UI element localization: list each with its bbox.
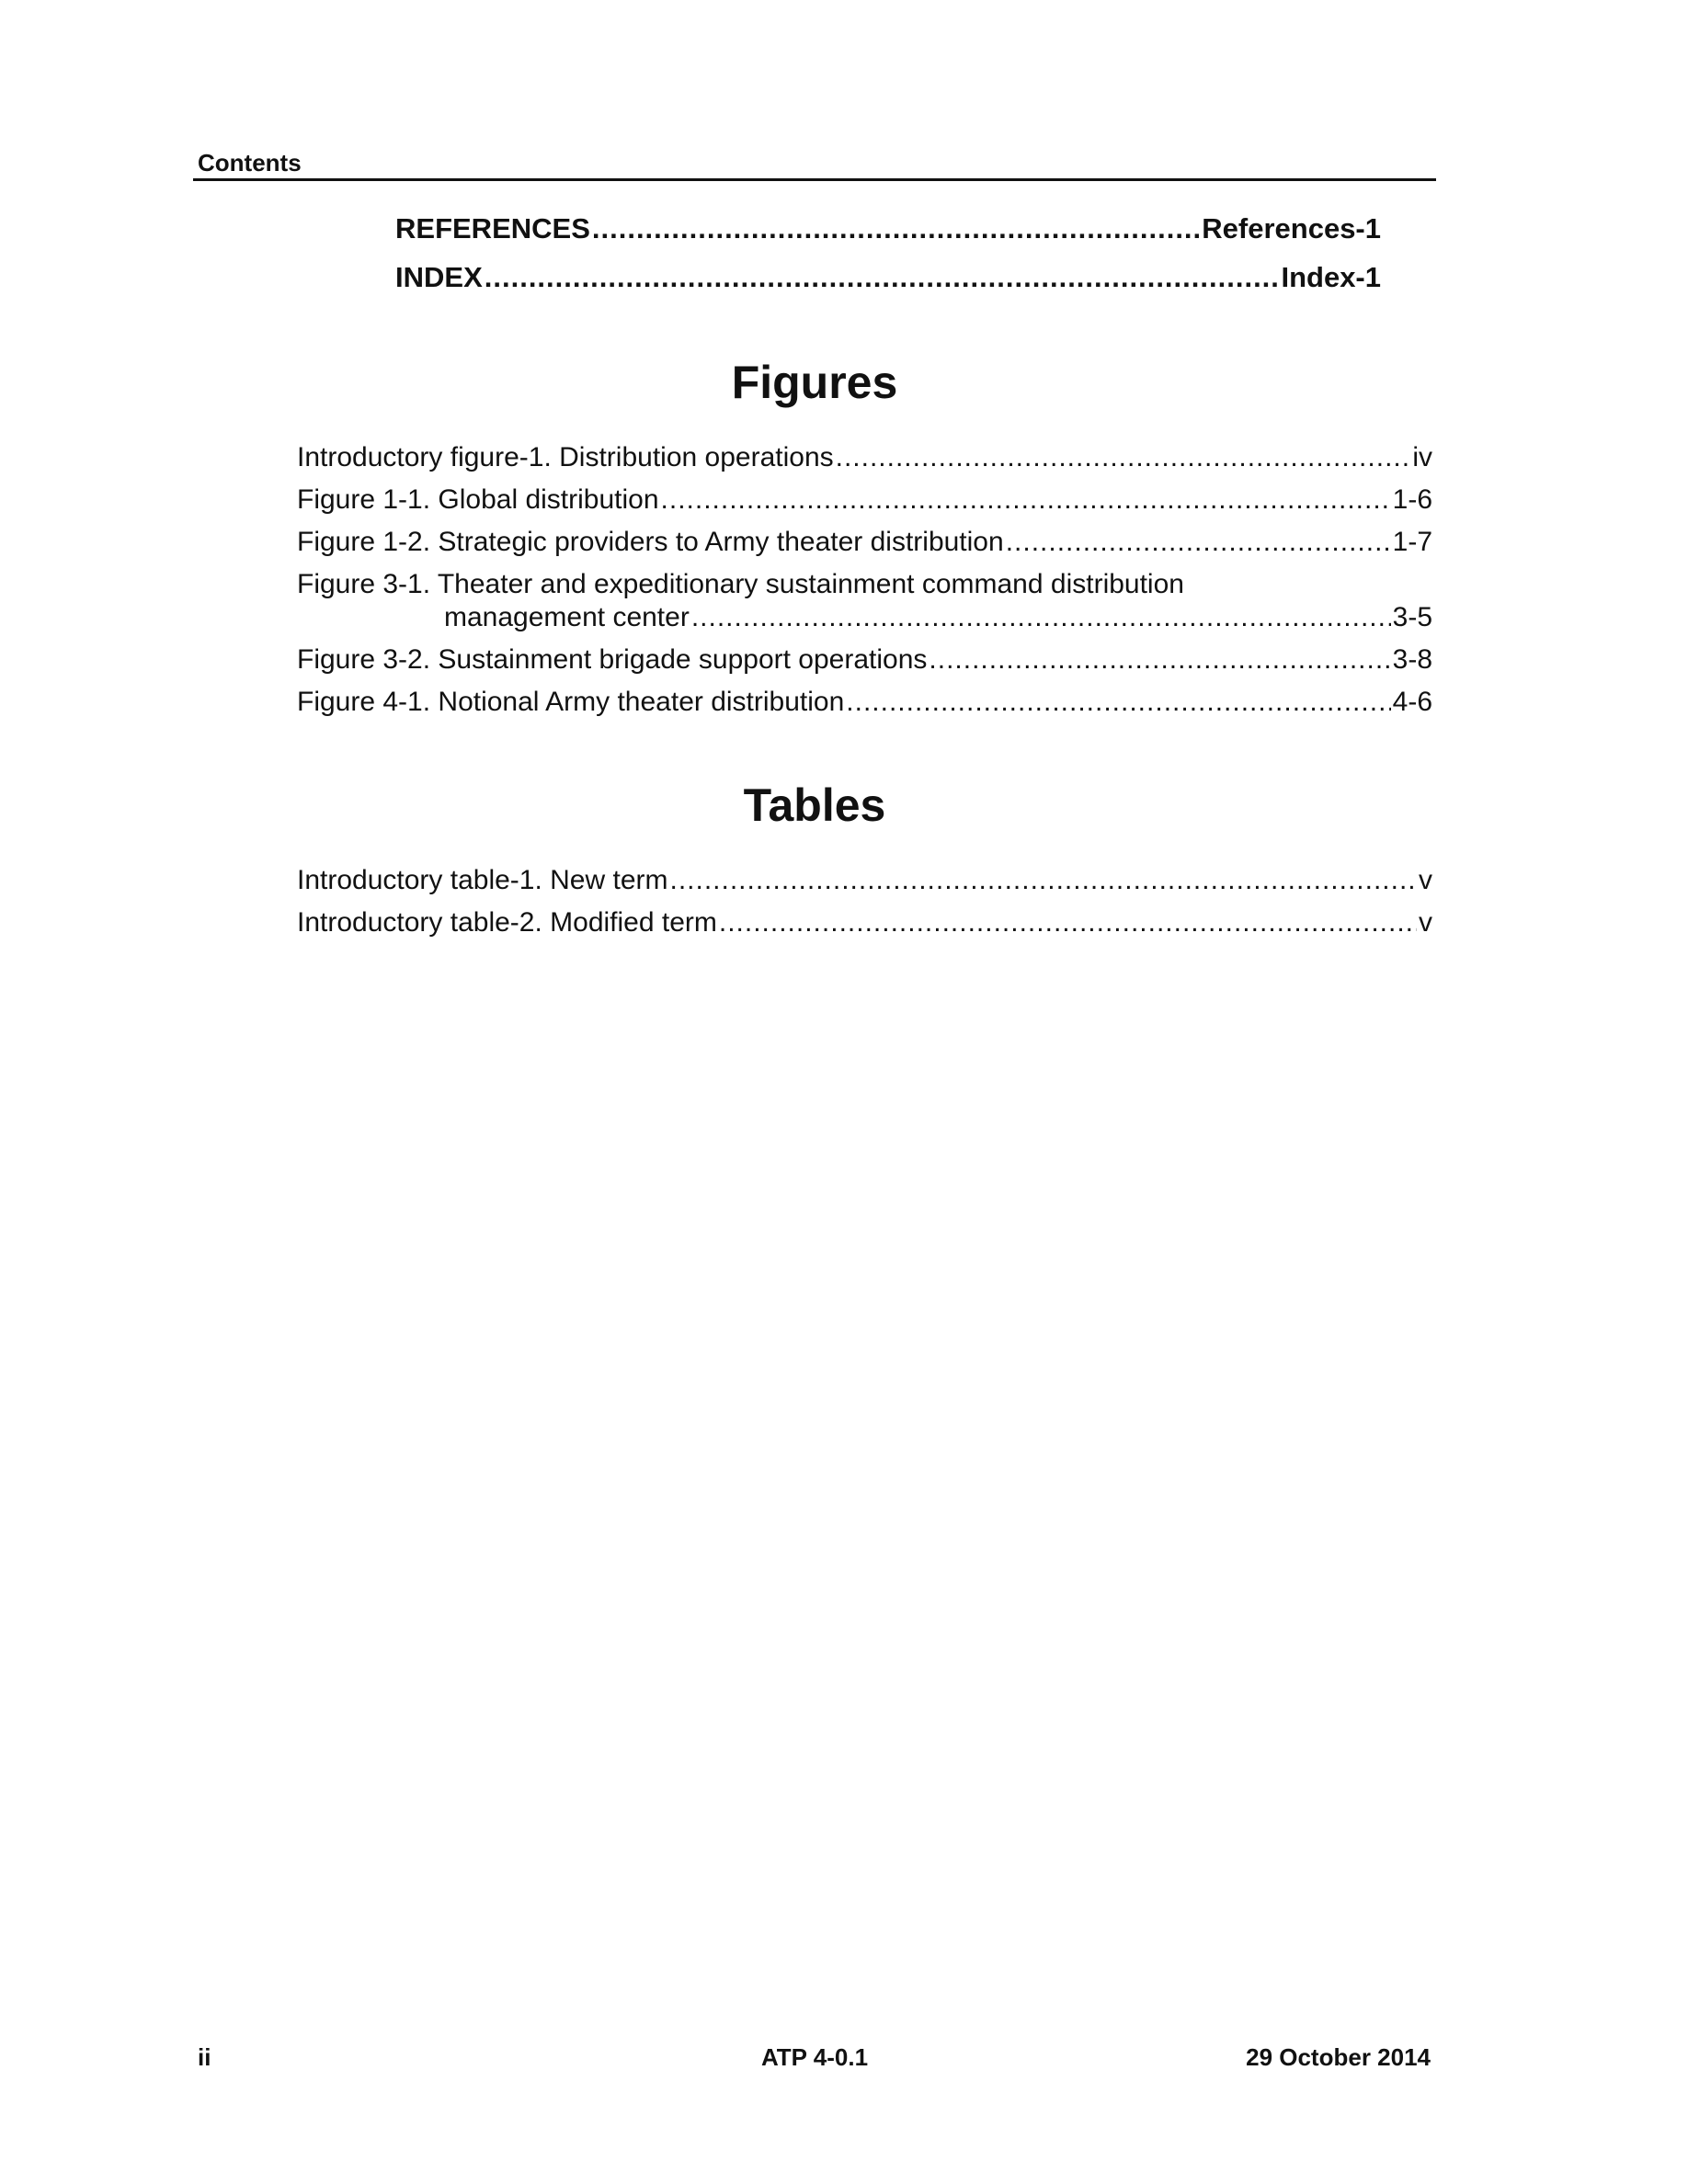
table-entry-page: v — [1419, 907, 1432, 938]
figure-entry[interactable] — [297, 483, 1432, 517]
table-entry-label: Introductory table-1. New term — [297, 865, 668, 895]
figure-entry-label: Figure 1-2. Strategic providers to Army theater distribution — [297, 527, 1004, 557]
running-head: Contents — [198, 149, 302, 176]
figures-heading: Figures — [731, 357, 898, 408]
figure-entry-label: Figure 3-1. Theater and expeditionary sustainment command distribution — [297, 569, 1184, 599]
header-rule — [193, 178, 1436, 181]
dot-leader — [846, 686, 1390, 719]
toc-entry-references[interactable] — [395, 210, 1381, 247]
dot-leader — [1006, 526, 1391, 559]
toc-entry-page: References-1 — [1202, 212, 1381, 245]
figure-entry[interactable] — [297, 568, 1432, 634]
figure-entry[interactable] — [297, 441, 1432, 474]
footer-publication: ATP 4-0.1 — [760, 2043, 869, 2071]
figure-entry-label: Figure 3-2. Sustainment brigade support operations — [297, 644, 928, 675]
dot-leader — [691, 601, 1391, 634]
figure-entry-label: Introductory figure-1. Distribution operations — [297, 442, 834, 472]
figure-entry-page: 1-6 — [1392, 484, 1432, 515]
table-entry-page: v — [1419, 865, 1432, 895]
figure-entry-label-continuation: management center — [444, 602, 690, 632]
footer-date: 29 October 2014 — [1246, 2043, 1431, 2071]
figure-entry-page: iv — [1412, 442, 1432, 472]
toc-entry-label: REFERENCES — [395, 212, 590, 245]
figures-list — [297, 441, 1432, 728]
dot-leader — [929, 643, 1390, 677]
dot-leader — [719, 906, 1417, 939]
dot-leader — [661, 483, 1391, 517]
dot-leader — [836, 441, 1411, 474]
toc-entry-index[interactable] — [395, 259, 1381, 296]
toc-entry-label: INDEX — [395, 261, 483, 293]
figure-entry[interactable] — [297, 526, 1432, 559]
table-entry[interactable] — [297, 864, 1432, 897]
toc-entry-page: Index-1 — [1281, 261, 1381, 293]
dot-leader — [592, 210, 1200, 247]
table-entry[interactable] — [297, 906, 1432, 939]
dot-leader — [485, 259, 1280, 296]
tables-list — [297, 864, 1432, 949]
figure-entry[interactable] — [297, 643, 1432, 677]
figure-entry-label: Figure 4-1. Notional Army theater distribution — [297, 687, 845, 717]
figure-entry-page: 3-5 — [1392, 602, 1432, 632]
table-entry-label: Introductory table-2. Modified term — [297, 907, 717, 938]
figure-entry[interactable] — [297, 686, 1432, 719]
dot-leader — [670, 864, 1418, 897]
figure-entry-label: Figure 1-1. Global distribution — [297, 484, 659, 515]
footer-page-number: ii — [198, 2043, 211, 2071]
tables-heading: Tables — [743, 779, 886, 831]
figure-entry-page: 4-6 — [1392, 687, 1432, 717]
figure-entry-page: 3-8 — [1392, 644, 1432, 675]
figure-entry-page: 1-7 — [1392, 527, 1432, 557]
